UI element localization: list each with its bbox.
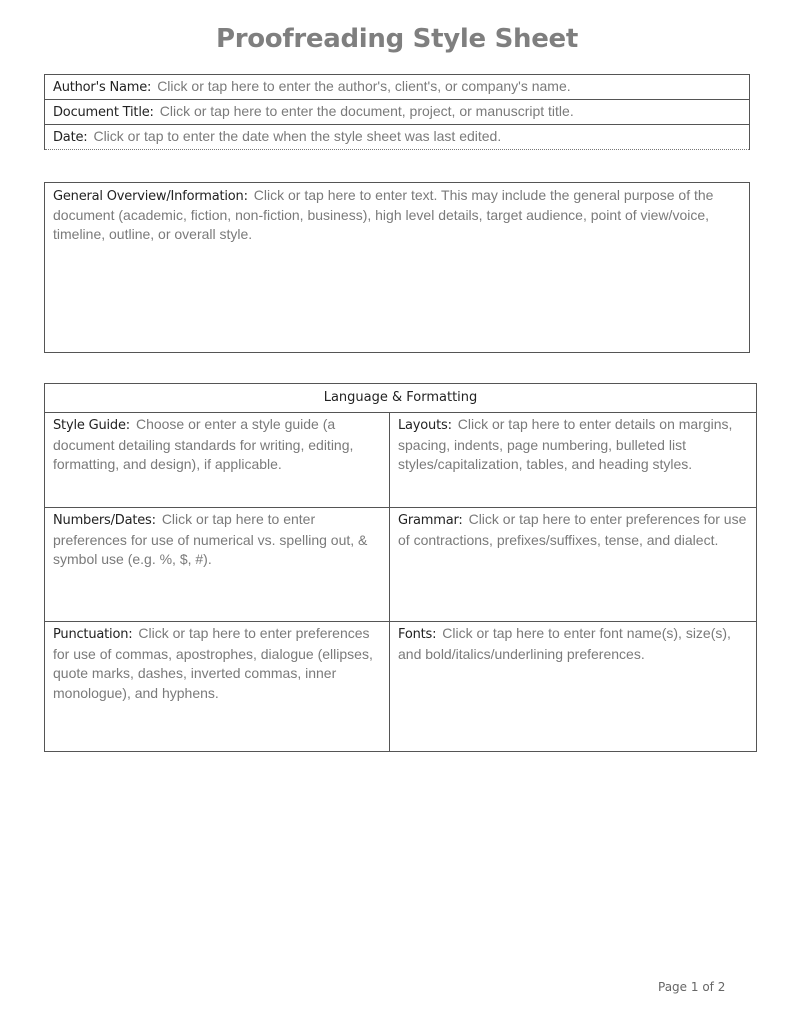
language-formatting-table: [44, 383, 757, 752]
author-name-placeholder[interactable]: Click or tap here to enter the author's, client's, or company's name.: [157, 78, 571, 94]
style-guide-cell[interactable]: [45, 413, 390, 508]
page-number: Page 1 of 2: [658, 980, 726, 994]
numbers-dates-label: Numbers/Dates:: [53, 513, 156, 528]
fonts-placeholder[interactable]: Click or tap here to enter font name(s), size(s), and bold/italics/underlining preferences.: [398, 625, 731, 662]
author-name-row: [45, 75, 750, 100]
document-title-field[interactable]: [45, 100, 750, 125]
grammar-cell[interactable]: [390, 508, 757, 622]
document-info-table: [44, 74, 750, 150]
layouts-cell[interactable]: [390, 413, 757, 508]
document-title-placeholder[interactable]: Click or tap here to enter the document, project, or manuscript title.: [159, 103, 574, 119]
punctuation-label: Punctuation:: [53, 627, 133, 642]
numbers-dates-placeholder[interactable]: Click or tap here to enter preferences for use of numerical vs. spelling out, & symbol use (e.g. %, $, #).: [53, 511, 368, 567]
fonts-label: Fonts:: [398, 627, 437, 642]
layouts-label: Layouts:: [398, 418, 452, 433]
page-title: Proofreading Style Sheet: [215, 24, 579, 54]
date-label: Date:: [53, 130, 88, 145]
grammar-label: Grammar:: [398, 513, 463, 528]
general-overview-placeholder[interactable]: Click or tap here to enter text. This may include the general purpose of the document (academic, fiction, non-fiction, business), high level details, target audience, point of view/voice, timeline, outline, or overall style.: [53, 187, 714, 242]
general-overview-box[interactable]: [44, 182, 750, 353]
numbers-dates-cell[interactable]: [45, 508, 390, 622]
punctuation-cell[interactable]: [45, 622, 390, 752]
fonts-cell[interactable]: [390, 622, 757, 752]
punctuation-placeholder[interactable]: Click or tap here to enter preferences for use of commas, apostrophes, dialogue (ellipses, quote marks, dashes, inverted commas, inner monologue), and hyphens.: [53, 625, 373, 701]
date-placeholder[interactable]: Click or tap to enter the date when the style sheet was last edited.: [93, 128, 502, 144]
language-formatting-heading: Language & Formatting: [45, 384, 757, 413]
general-overview-label: General Overview/Information:: [53, 189, 248, 204]
document-title-row: [45, 100, 750, 125]
style-guide-label: Style Guide:: [53, 418, 130, 433]
author-name-label: Author's Name:: [53, 80, 152, 95]
layouts-placeholder[interactable]: Click or tap here to enter details on margins, spacing, indents, page numbering, bulleted list styles/capitalization, tables, and heading styles.: [398, 416, 733, 472]
date-field[interactable]: [45, 125, 750, 150]
document-title-label: Document Title:: [53, 105, 154, 120]
style-guide-placeholder[interactable]: Choose or enter a style guide (a document detailing standards for writing, editing, formatting, and design), if applicable.: [53, 416, 354, 472]
date-row: [45, 125, 750, 150]
grammar-placeholder[interactable]: Click or tap here to enter preferences for use of contractions, prefixes/suffixes, tense, and dialect.: [398, 511, 747, 548]
author-name-field[interactable]: [45, 75, 750, 100]
